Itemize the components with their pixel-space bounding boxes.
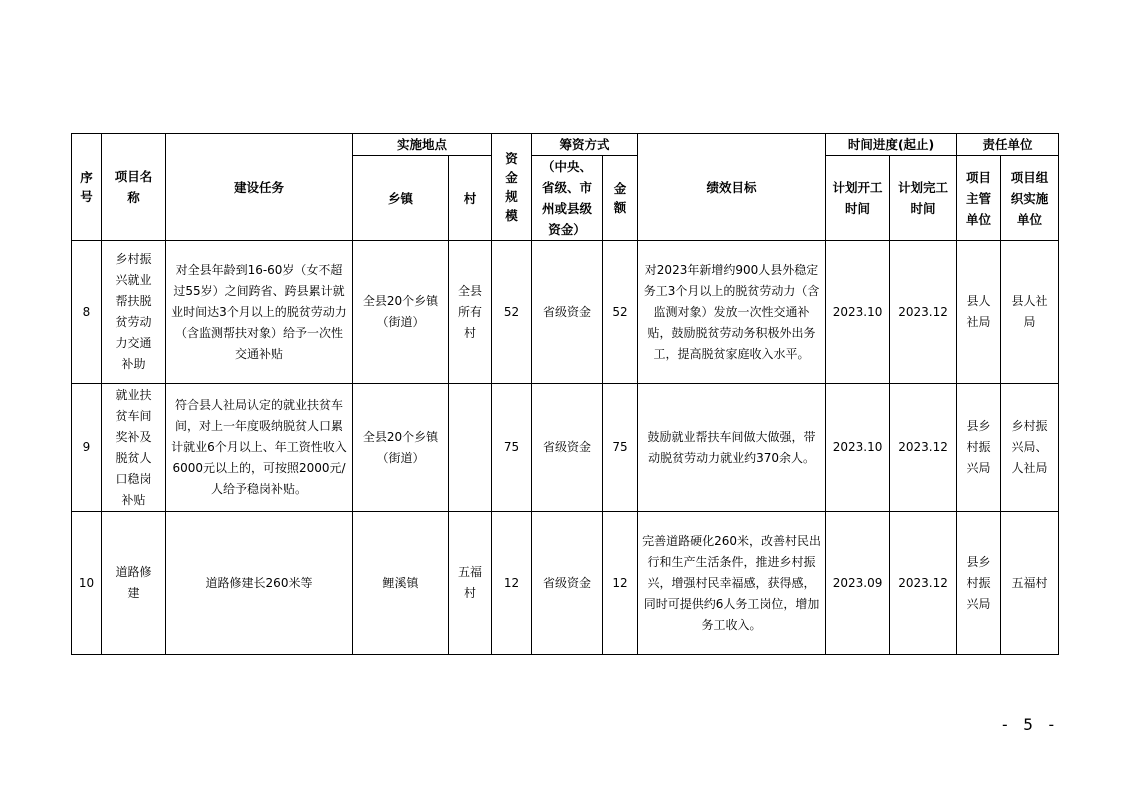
cell-end: 2023.12 xyxy=(890,384,957,512)
header-planned-end: 计划完工时间 xyxy=(890,156,957,241)
header-schedule: 时间进度(起止) xyxy=(826,134,957,156)
header-supervising-unit: 项目主管单位 xyxy=(957,156,1001,241)
cell-project-name: 乡村振兴就业帮扶脱贫劳动力交通补助 xyxy=(102,241,166,384)
table-row xyxy=(72,512,1059,655)
cell-village: 五福村 xyxy=(449,512,492,655)
cell-start: 2023.10 xyxy=(826,241,890,384)
cell-implementer: 乡村振兴局、人社局 xyxy=(1001,384,1059,512)
cell-source: 省级资金 xyxy=(532,241,603,384)
cell-supervisor: 县乡村振兴局 xyxy=(957,512,1001,655)
cell-township: 全县20个乡镇（街道） xyxy=(353,384,449,512)
cell-end: 2023.12 xyxy=(890,241,957,384)
table-row xyxy=(72,241,1059,384)
cell-start: 2023.09 xyxy=(826,512,890,655)
cell-amount: 12 xyxy=(603,512,638,655)
cell-start: 2023.10 xyxy=(826,384,890,512)
cell-implementer: 县人社局 xyxy=(1001,241,1059,384)
cell-township: 全县20个乡镇（街道） xyxy=(353,241,449,384)
header-implementing-unit: 项目组织实施单位 xyxy=(1001,156,1059,241)
cell-project-name: 道路修建 xyxy=(102,512,166,655)
cell-goal: 鼓励就业帮扶车间做大做强，带动脱贫劳动力就业约370余人。 xyxy=(638,384,826,512)
cell-end: 2023.12 xyxy=(890,512,957,655)
cell-seq: 8 xyxy=(72,241,102,384)
cell-scale: 75 xyxy=(492,384,532,512)
cell-scale: 12 xyxy=(492,512,532,655)
header-funding-scale: 资金规模 xyxy=(492,134,532,241)
header-seq: 序号 xyxy=(72,134,102,241)
header-responsible-unit: 责任单位 xyxy=(957,134,1059,156)
cell-amount: 75 xyxy=(603,384,638,512)
cell-goal: 完善道路硬化260米，改善村民出行和生产生活条件，推进乡村振兴，增强村民幸福感，获得感，同时可提供约6人务工岗位，增加务工收入。 xyxy=(638,512,826,655)
header-township: 乡镇 xyxy=(353,156,449,241)
header-planned-start: 计划开工时间 xyxy=(826,156,890,241)
header-funding-method: 筹资方式 xyxy=(532,134,638,156)
cell-source: 省级资金 xyxy=(532,512,603,655)
cell-implementer: 五福村 xyxy=(1001,512,1059,655)
header-amount: 金额 xyxy=(603,156,638,241)
cell-task: 符合县人社局认定的就业扶贫车间，对上一年度吸纳脱贫人口累计就业6个月以上、年工资性收入6000元以上的，可按照2000元/人给予稳岗补贴。 xyxy=(166,384,353,512)
header-village: 村 xyxy=(449,156,492,241)
cell-village xyxy=(449,384,492,512)
cell-seq: 10 xyxy=(72,512,102,655)
project-table xyxy=(71,133,1059,655)
cell-task: 道路修建长260米等 xyxy=(166,512,353,655)
cell-amount: 52 xyxy=(603,241,638,384)
header-performance-goal: 绩效目标 xyxy=(638,134,826,241)
table-row xyxy=(72,384,1059,512)
cell-goal: 对2023年新增约900人县外稳定务工3个月以上的脱贫劳动力（含监测对象）发放一次性交通补贴，鼓励脱贫劳动务积极外出务工，提高脱贫家庭收入水平。 xyxy=(638,241,826,384)
cell-task: 对全县年龄到16-60岁（女不超过55岁）之间跨省、跨县累计就业时间达3个月以上的脱贫劳动力（含监测帮扶对象）给予一次性交通补贴 xyxy=(166,241,353,384)
cell-source: 省级资金 xyxy=(532,384,603,512)
cell-supervisor: 县人社局 xyxy=(957,241,1001,384)
cell-seq: 9 xyxy=(72,384,102,512)
header-fund-source: （中央、省级、市州或县级资金） xyxy=(532,156,603,241)
cell-scale: 52 xyxy=(492,241,532,384)
header-location: 实施地点 xyxy=(353,134,492,156)
cell-project-name: 就业扶贫车间奖补及脱贫人口稳岗补贴 xyxy=(102,384,166,512)
cell-township: 鲤溪镇 xyxy=(353,512,449,655)
cell-supervisor: 县乡村振兴局 xyxy=(957,384,1001,512)
page-number: - 5 - xyxy=(1000,715,1059,734)
header-construction-task: 建设任务 xyxy=(166,134,353,241)
cell-village: 全县所有村 xyxy=(449,241,492,384)
header-project-name: 项目名称 xyxy=(102,134,166,241)
